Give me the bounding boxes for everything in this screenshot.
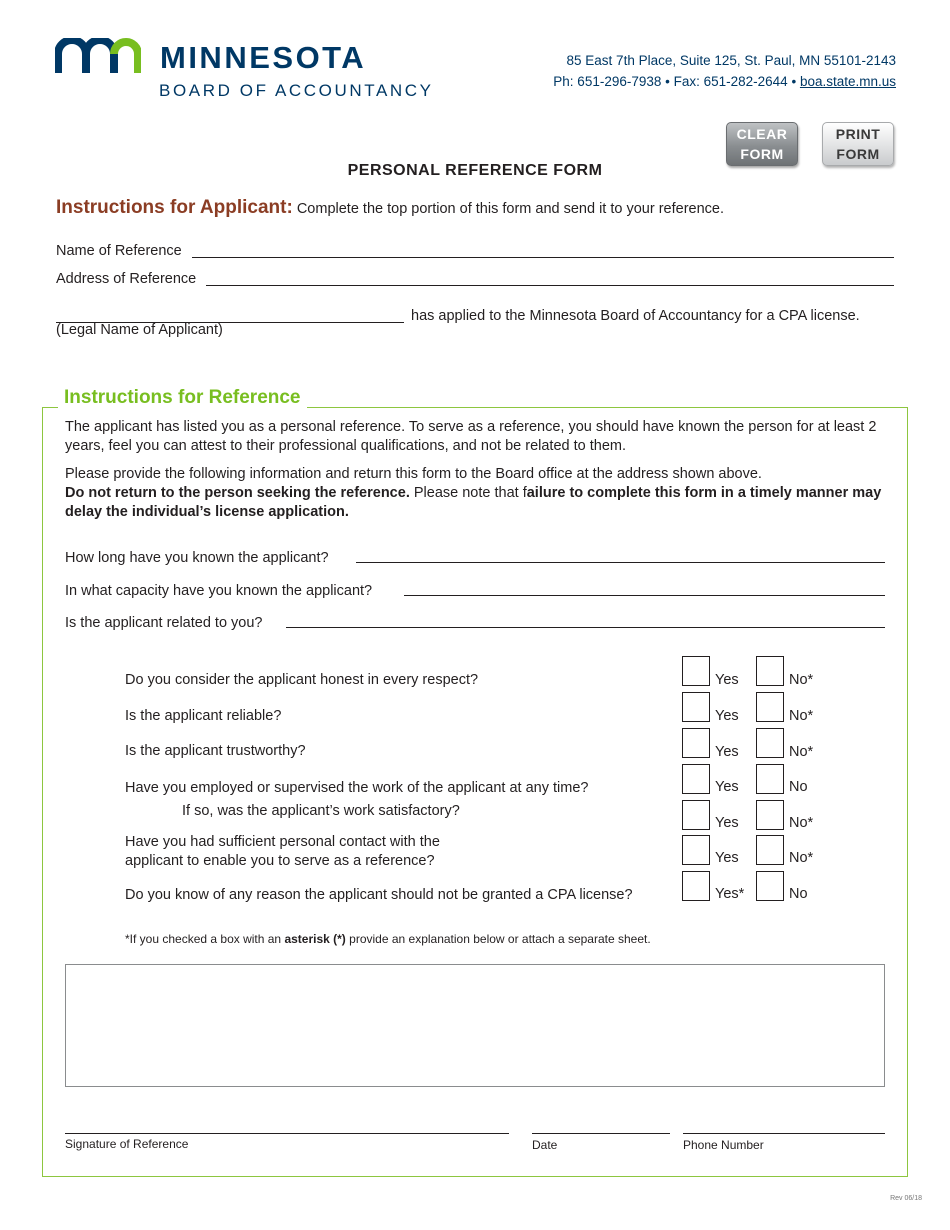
honest-yes-checkbox[interactable] <box>682 656 710 686</box>
do-not-return-warning: Do not return to the person seeking the reference. <box>65 485 410 501</box>
logo-subtitle: BOARD OF ACCOUNTANCY <box>159 81 434 100</box>
question-work-satisfactory: If so, was the applicant’s work satisfactory? <box>182 803 460 819</box>
reason-no-checkbox[interactable] <box>756 871 784 901</box>
question-capacity-label: In what capacity have you known the applicant? <box>65 583 373 599</box>
phone-number-label: Phone Number <box>683 1138 764 1152</box>
board-contact <box>553 74 896 89</box>
explanation-textarea[interactable] <box>65 964 885 1087</box>
question-employed: Have you employed or supervised the work of the applicant at any time? <box>125 780 589 796</box>
trustworthy-yes-label: Yes <box>715 744 739 760</box>
satisfactory-no-label: No* <box>789 815 814 831</box>
contact-yes-checkbox[interactable] <box>682 835 710 865</box>
employed-yes-label: Yes <box>715 779 739 795</box>
employed-no-checkbox[interactable] <box>756 764 784 794</box>
print-button-line1: PRINT <box>835 126 881 142</box>
question-personal-contact-line2: applicant to enable you to serve as a reference? <box>125 853 435 869</box>
phone-fax-text: Ph: 651-296-7938 • Fax: 651-282-2644 • <box>553 74 797 89</box>
asterisk-note-bold: asterisk (*) <box>284 932 346 946</box>
trustworthy-no-label: No* <box>789 744 814 760</box>
name-of-reference-field[interactable] <box>192 257 894 258</box>
signature-field[interactable] <box>65 1133 509 1134</box>
note-text: Please note that f <box>409 485 527 501</box>
print-form-button[interactable] <box>822 122 894 166</box>
website-link[interactable]: boa.state.mn.us <box>799 74 896 89</box>
reference-paragraph-3 <box>65 484 895 522</box>
form-title: PERSONAL REFERENCE FORM <box>347 162 603 179</box>
legal-name-label: (Legal Name of Applicant) <box>56 322 223 338</box>
employed-no-label: No <box>789 779 808 795</box>
clear-form-button[interactable] <box>726 122 798 166</box>
reference-instructions-heading: Instructions for Reference <box>58 387 307 409</box>
date-label: Date <box>532 1138 558 1152</box>
date-field[interactable] <box>532 1133 670 1134</box>
asterisk-note-suffix: provide an explanation below or attach a separate sheet. <box>345 932 651 946</box>
reliable-no-label: No* <box>789 708 814 724</box>
applicant-instructions-heading: Instructions for Applicant: <box>56 197 293 218</box>
reason-yes-checkbox[interactable] <box>682 871 710 901</box>
reference-paragraph-1: The applicant has listed you as a personal reference. To serve as a reference, you should have known the person for at least 2 years, feel you can attest to their professional qualifications, and not be related to them. <box>65 419 877 454</box>
delay-warning: ailure to complete this form in a timely manner may delay the individual’s license application. <box>65 485 882 520</box>
contact-no-checkbox[interactable] <box>756 835 784 865</box>
address-of-reference-label: Address of Reference <box>56 271 197 287</box>
phone-number-field[interactable] <box>683 1133 885 1134</box>
how-long-field[interactable] <box>356 562 885 563</box>
question-reason-not-granted: Do you know of any reason the applicant should not be granted a CPA license? <box>125 887 633 903</box>
applicant-instructions <box>56 197 724 219</box>
trustworthy-no-checkbox[interactable] <box>756 728 784 758</box>
related-field[interactable] <box>286 627 885 628</box>
mn-logo-icon <box>55 38 141 74</box>
trustworthy-yes-checkbox[interactable] <box>682 728 710 758</box>
applied-statement: has applied to the Minnesota Board of Accountancy for a CPA license. <box>411 308 860 324</box>
print-button-line2: FORM <box>836 146 880 162</box>
signature-label: Signature of Reference <box>65 1137 189 1151</box>
reason-yes-label: Yes* <box>715 886 745 902</box>
revision-label: Rev 06/18 <box>890 1195 922 1202</box>
name-of-reference-label: Name of Reference <box>56 243 182 259</box>
reliable-yes-checkbox[interactable] <box>682 692 710 722</box>
contact-no-label: No* <box>789 850 814 866</box>
question-related-label: Is the applicant related to you? <box>65 615 263 631</box>
address-of-reference-field[interactable] <box>206 285 894 286</box>
honest-yes-label: Yes <box>715 672 739 688</box>
contact-yes-label: Yes <box>715 850 739 866</box>
applicant-instructions-text: Complete the top portion of this form and send it to your reference. <box>292 201 725 217</box>
asterisk-note-prefix: *If you checked a box with an <box>125 932 285 946</box>
capacity-field[interactable] <box>404 595 885 596</box>
honest-no-checkbox[interactable] <box>756 656 784 686</box>
satisfactory-yes-label: Yes <box>715 815 739 831</box>
satisfactory-yes-checkbox[interactable] <box>682 800 710 830</box>
question-honest: Do you consider the applicant honest in every respect? <box>125 672 479 688</box>
question-personal-contact: Have you had sufficient personal contact with the <box>125 834 440 850</box>
question-how-long-label: How long have you known the applicant? <box>65 550 329 566</box>
clear-button-line1: CLEAR <box>736 126 788 142</box>
satisfactory-no-checkbox[interactable] <box>756 800 784 830</box>
question-reliable: Is the applicant reliable? <box>125 708 282 724</box>
reliable-no-checkbox[interactable] <box>756 692 784 722</box>
board-address: 85 East 7th Place, Suite 125, St. Paul, MN 55101-2143 <box>566 53 896 68</box>
logo-wordmark: MINNESOTA <box>160 40 367 75</box>
reference-paragraph-2: Please provide the following information and return this form to the Board office at the address shown above. <box>65 466 762 482</box>
employed-yes-checkbox[interactable] <box>682 764 710 794</box>
question-trustworthy: Is the applicant trustworthy? <box>125 743 306 759</box>
reason-no-label: No <box>789 886 808 902</box>
reliable-yes-label: Yes <box>715 708 739 724</box>
asterisk-note <box>125 932 651 946</box>
honest-no-label: No* <box>789 672 814 688</box>
clear-button-line2: FORM <box>740 146 784 162</box>
